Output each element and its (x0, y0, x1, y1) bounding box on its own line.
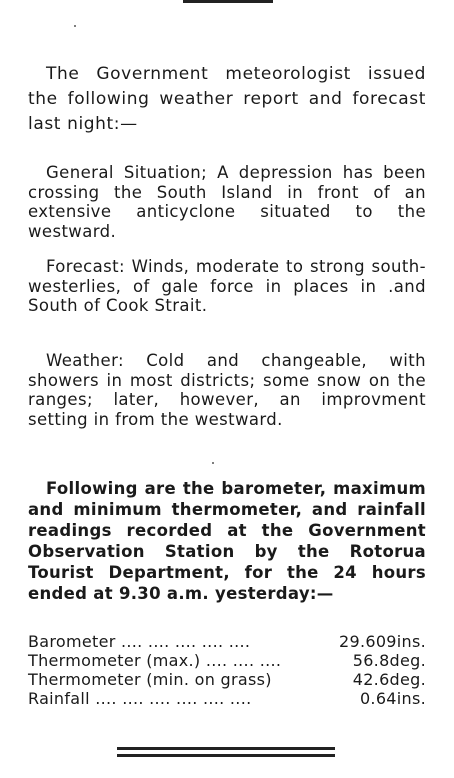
reading-value: 29.609ins. (339, 632, 426, 651)
reading-label: Barometer .... .... .... .... .... (28, 632, 251, 651)
bottom-rule (117, 747, 335, 750)
reading-label: Thermometer (min. on grass) (28, 670, 272, 689)
general-situation-paragraph (28, 163, 426, 241)
reading-row-thermometer-min (28, 670, 426, 689)
reading-value: 56.8deg. (352, 651, 426, 670)
print-speck (212, 462, 214, 464)
readings-intro-paragraph (28, 478, 426, 604)
forecast-text: Forecast: Winds, moderate to strong south-westerlies, of gale force in places in .and South of Cook Strait. (28, 257, 426, 315)
intro-paragraph: The Government meteorologist issued the following weather report and forecast last night:— (28, 64, 426, 134)
reading-row-barometer (28, 632, 426, 651)
reading-row-rainfall (28, 689, 426, 708)
print-speck (74, 25, 76, 27)
reading-label: Thermometer (max.) .... .... .... (28, 651, 282, 670)
reading-label: Rainfall .... .... .... .... .... .... (28, 689, 252, 708)
readings-intro-text: Following are the barometer, maximum and minimum thermometer, and rainfall readings recorded at the Government Observation Station by the Rotorua Tourist Department, for the 24 hours ended at 9.30 a.m. yesterday:— (28, 479, 426, 603)
bottom-rule (117, 754, 335, 757)
readings-table (28, 632, 426, 708)
reading-row-thermometer-max (28, 651, 426, 670)
top-rule (183, 0, 273, 3)
weather-text: Weather: Cold and changeable, with showers in most districts; some snow on the ranges; later, however, an improvment setting in from the westward. (28, 351, 426, 429)
general-situation-text: General Situation; A depression has been crossing the South Island in front of an extensive anticyclone situated to the westward. (28, 163, 426, 241)
forecast-paragraph (28, 257, 426, 316)
reading-value: 42.6deg. (352, 670, 426, 689)
reading-value: 0.64ins. (359, 689, 426, 708)
weather-paragraph (28, 351, 426, 429)
